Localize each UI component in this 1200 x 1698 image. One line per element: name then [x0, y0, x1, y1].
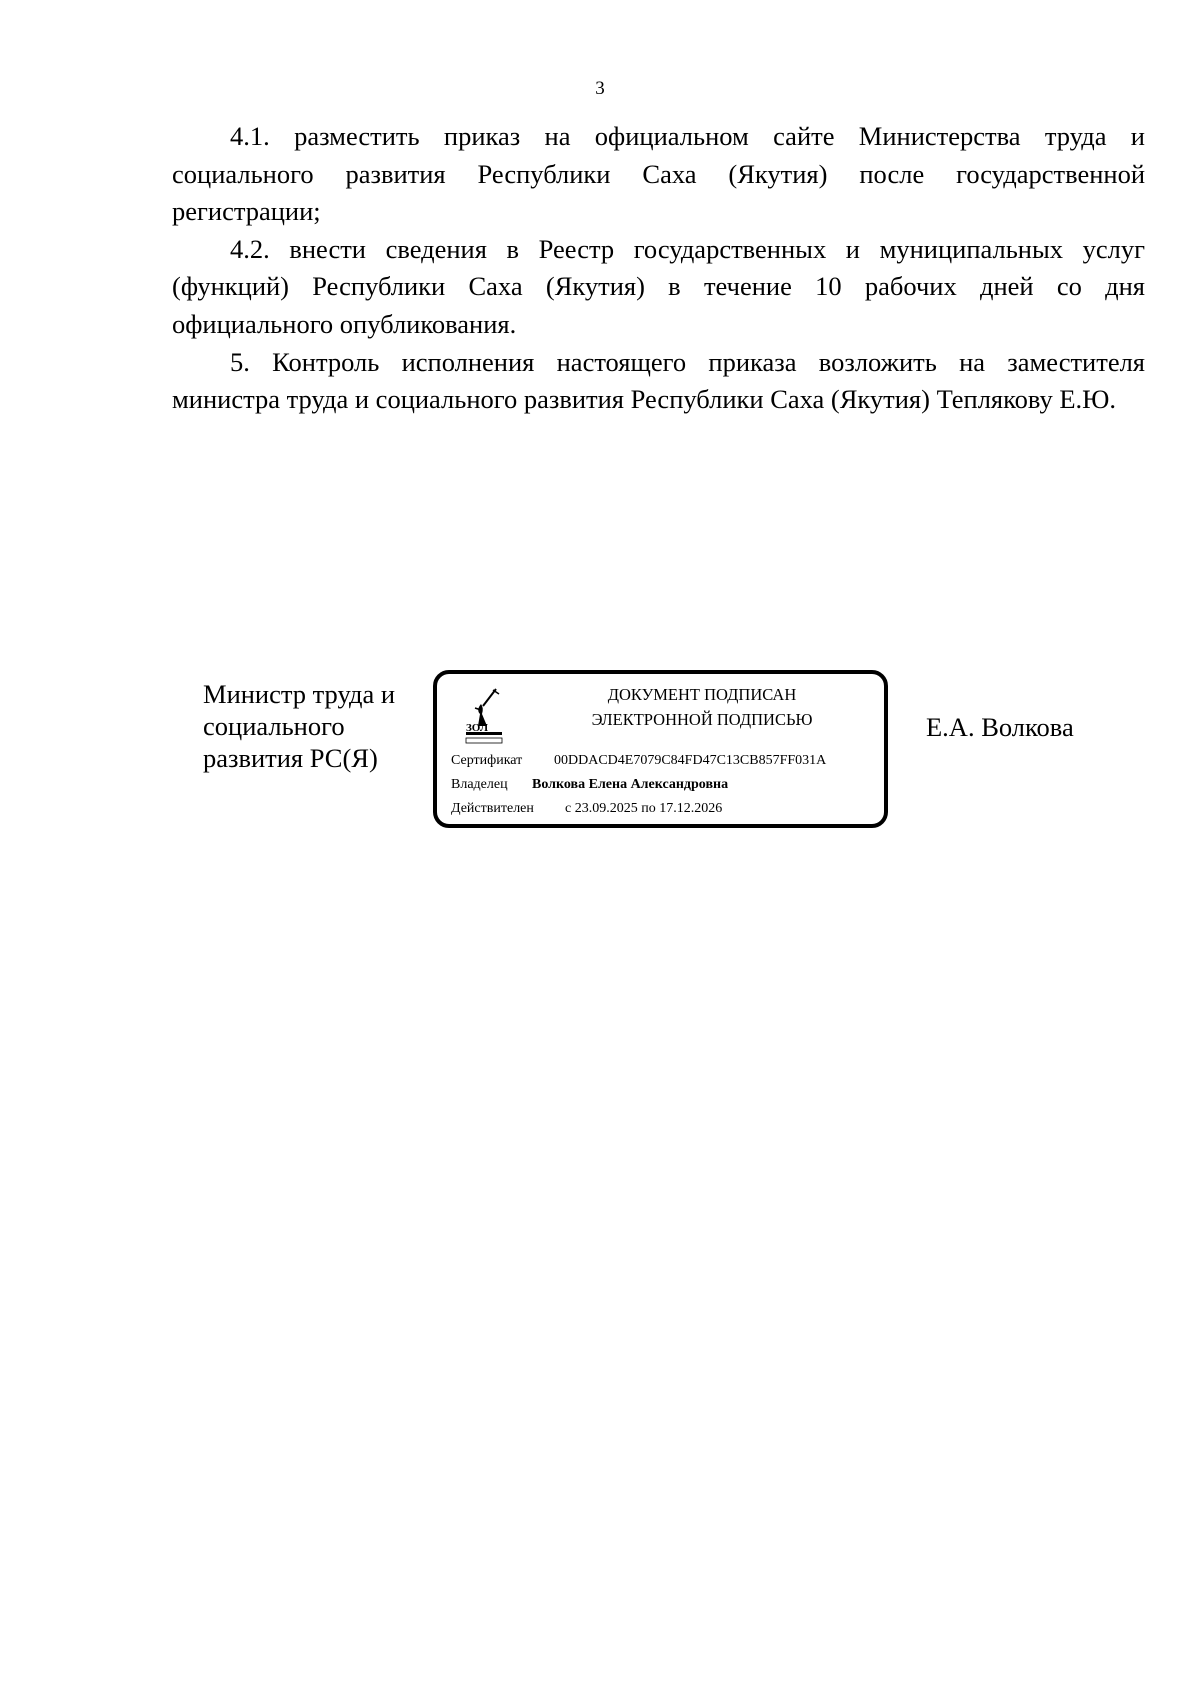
body-text	[172, 118, 1145, 419]
position-line: социального	[203, 711, 345, 741]
certificate-value: 00DDACD4E7079C84FD47C13CB857FF031A	[554, 753, 827, 768]
signature-block	[0, 670, 1200, 840]
position-line: Министр труда и	[203, 679, 396, 709]
owner-row	[451, 777, 728, 793]
svg-text:ЗОЛ: ЗОЛ	[466, 722, 489, 734]
owner-value: Волкова Елена Александровна	[532, 777, 729, 792]
signatory-name: Е.А. Волкова	[926, 712, 1074, 742]
paragraph-5: 5. Контроль исполнения настоящего приказа возложить на заместителя министра труда и социального развития Республики Саха (Якутия) Теплякову Е.Ю.	[172, 346, 1145, 415]
stamp-heading-line: ДОКУМЕНТ ПОДПИСАН	[607, 685, 797, 704]
validity-row	[451, 801, 722, 817]
electronic-signature-stamp	[433, 670, 888, 828]
paragraph-4-2: 4.2. внести сведения в Реестр государственных и муниципальных услуг (функций) Республики Саха (Якутия) в течение 10 рабочих дней со дня официального опубликования.	[172, 233, 1145, 339]
owner-label: Владелец	[451, 777, 508, 792]
emblem-icon	[463, 686, 505, 748]
stamp-heading-line: ЭЛЕКТРОННОЙ ПОДПИСЬЮ	[591, 710, 813, 729]
position-line: развития РС(Я)	[203, 743, 378, 773]
certificate-label: Сертификат	[451, 753, 523, 768]
stamp-heading	[537, 682, 867, 732]
validity-label: Действителен	[451, 801, 534, 816]
certificate-row	[451, 753, 826, 769]
validity-value: с 23.09.2025 по 17.12.2026	[565, 801, 723, 816]
signatory-position	[203, 678, 433, 774]
page-number: 3	[595, 78, 605, 99]
paragraph-4-1: 4.1. разместить приказ на официальном сайте Министерства труда и социального развития Республики Саха (Якутия) после государственной регистрации;	[172, 121, 1145, 227]
